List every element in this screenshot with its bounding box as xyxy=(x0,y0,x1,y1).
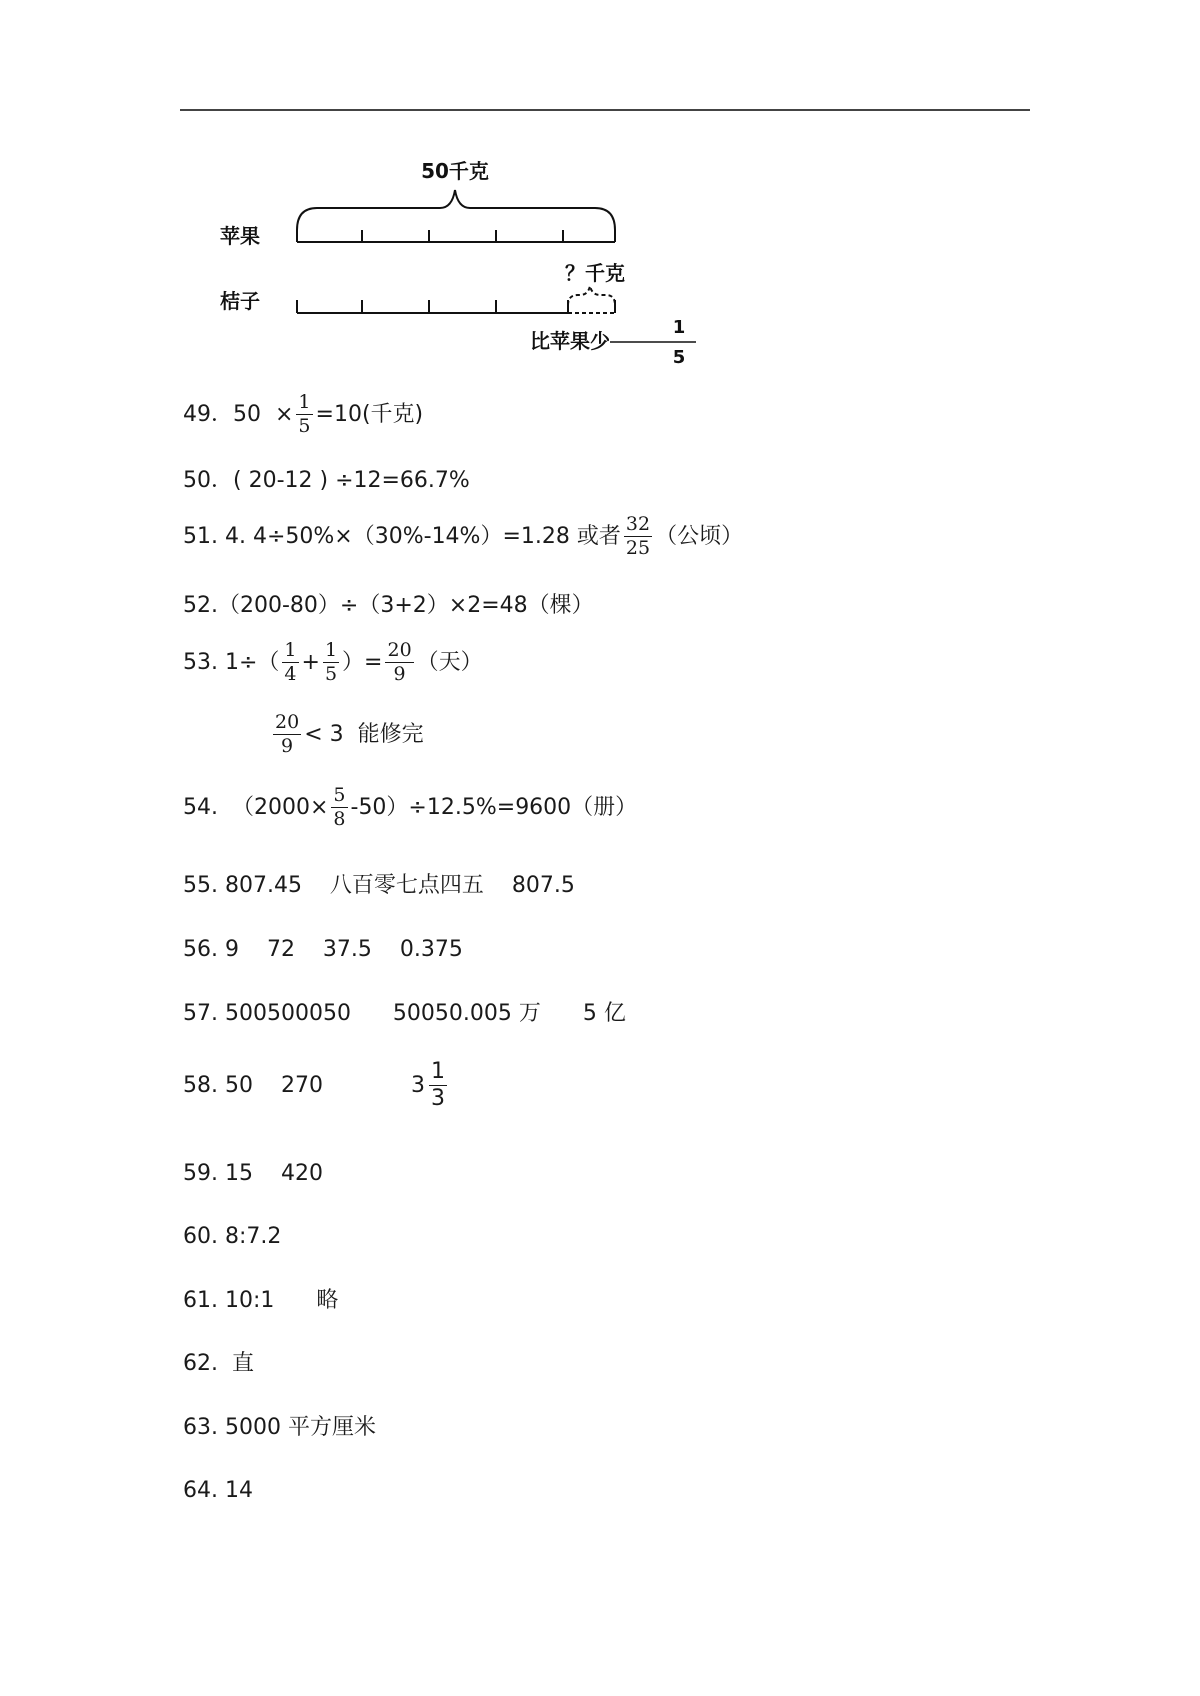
fraction-denominator: 25 xyxy=(625,537,651,559)
fraction-denominator: 8 xyxy=(333,808,346,830)
fraction xyxy=(429,1061,447,1110)
answer-51-post: （公顷） xyxy=(655,523,744,549)
answer-57-text: 57. 500500050 50050.005 万 5 亿 xyxy=(183,1001,626,1026)
answer-56 xyxy=(183,939,463,961)
fraction-numerator: 5 xyxy=(333,784,346,806)
apple-brace xyxy=(297,190,615,230)
answer-61-text: 61. 10:1 略 xyxy=(183,1288,339,1313)
answer-54-post: -50）÷12.5%=9600（册） xyxy=(350,794,638,820)
orange-label: 桔子 xyxy=(220,289,260,313)
plus-sign: + xyxy=(301,649,320,675)
fraction-numerator: 20 xyxy=(387,639,412,661)
fraction-numerator: 20 xyxy=(275,711,300,733)
fraction-denominator: 5 xyxy=(298,415,311,437)
fraction-numerator: 1 xyxy=(324,639,338,661)
fraction-numerator: 1 xyxy=(430,1059,445,1084)
fraction-denominator: 5 xyxy=(672,347,686,368)
answer-53-conclusion xyxy=(270,713,424,756)
fraction-denominator: 4 xyxy=(284,663,297,685)
answer-51 xyxy=(183,515,743,558)
answer-59 xyxy=(183,1163,323,1185)
fraction-denominator: 5 xyxy=(324,663,338,685)
answer-51-pre: 51. 4. 4÷50%×（30%-14%）=1.28 或者 xyxy=(183,523,621,549)
fraction-numerator: 32 xyxy=(625,513,651,535)
fraction-denominator: 9 xyxy=(393,663,406,685)
fraction xyxy=(282,641,298,684)
answer-62-text: 62. 直 xyxy=(183,1351,254,1376)
fraction-denominator: 3 xyxy=(430,1086,445,1111)
answer-64-text: 64. 14 xyxy=(183,1478,253,1503)
answer-49-post: =10(千克) xyxy=(315,401,424,427)
answer-59-text: 59. 15 420 xyxy=(183,1161,323,1186)
answer-58-pre: 58. 50 270 xyxy=(183,1072,323,1098)
answer-55 xyxy=(183,875,575,897)
answer-53-mid: ）= xyxy=(342,649,383,675)
difference-brace xyxy=(568,286,615,305)
answer-53 xyxy=(183,641,483,684)
answer-55-text: 55. 807.45 八百零七点四五 807.5 xyxy=(183,873,575,898)
answer-64 xyxy=(183,1480,253,1502)
answer-53-post: （天） xyxy=(416,649,483,675)
fraction-numerator: 1 xyxy=(298,391,311,413)
header-rule xyxy=(180,109,1030,111)
fraction-denominator: 9 xyxy=(281,735,294,757)
question-weight-label: ？千克 xyxy=(565,261,625,285)
less-than-apple-label: 比苹果少 xyxy=(530,329,610,353)
apple-label: 苹果 xyxy=(220,224,260,248)
fraction xyxy=(331,786,347,829)
answer-54 xyxy=(183,786,637,829)
answer-62 xyxy=(183,1353,254,1375)
total-weight-label: 50千克 xyxy=(421,159,489,183)
answer-49-pre: 49．50 × xyxy=(183,401,294,427)
fraction-numerator: 1 xyxy=(284,639,297,661)
answer-60-text: 60. 8:7.2 xyxy=(183,1224,282,1249)
fraction xyxy=(273,713,301,756)
answer-53-pre: 53. 1÷（ xyxy=(183,649,280,675)
answer-50 xyxy=(183,470,470,492)
answer-49 xyxy=(183,393,423,436)
line-segment-diagram xyxy=(220,150,720,370)
fraction xyxy=(624,515,652,558)
answer-58 xyxy=(183,1061,450,1110)
fraction xyxy=(323,641,339,684)
answer-61 xyxy=(183,1290,338,1312)
mixed-number-whole: 3 xyxy=(410,1072,425,1098)
answer-63-text: 63. 5000 平方厘米 xyxy=(183,1415,376,1440)
answer-56-text: 56. 9 72 37.5 0.375 xyxy=(183,937,463,962)
answer-50-text: 50．( 20-12 ) ÷12=66.7% xyxy=(183,468,470,493)
answer-57 xyxy=(183,1003,626,1025)
answer-52-text: 52.（200-80）÷（3+2）×2=48（棵） xyxy=(183,593,594,618)
fraction xyxy=(296,393,312,436)
answer-63 xyxy=(183,1417,376,1439)
answer-54-pre: 54. （2000× xyxy=(183,794,329,820)
answer-60 xyxy=(183,1226,281,1248)
fraction-numerator: 1 xyxy=(672,317,686,338)
answer-52 xyxy=(183,595,594,617)
answer-53-conclusion-text: < 3 能修完 xyxy=(304,721,424,747)
fraction xyxy=(385,641,413,684)
